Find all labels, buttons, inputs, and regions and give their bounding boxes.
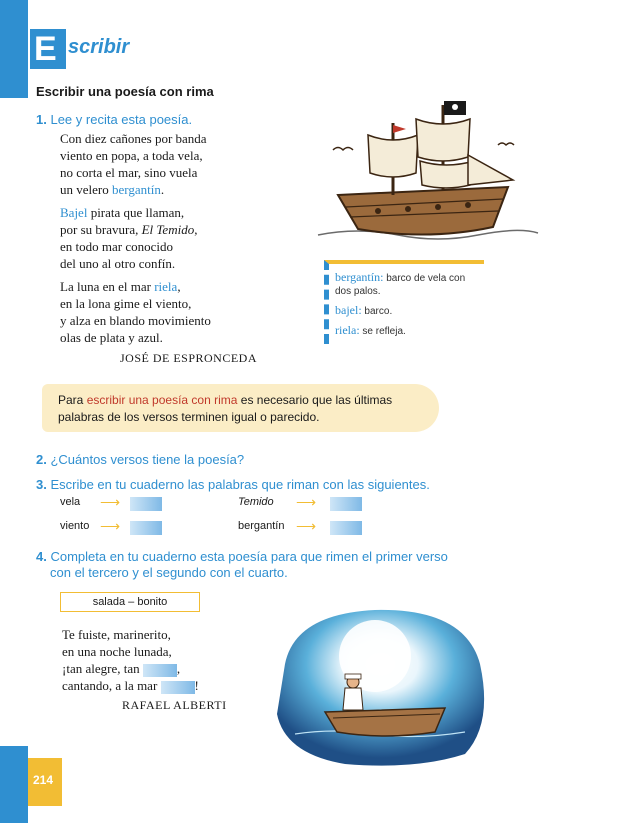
info-box — [42, 384, 439, 432]
poem-line — [60, 181, 300, 198]
question-4-text: con el tercero y el segundo con el cuarto. — [50, 565, 288, 580]
question-2-number: 2. — [36, 452, 47, 467]
glossary-item — [335, 304, 484, 318]
moon-boat-illustration — [265, 604, 495, 770]
glossary-definition: barco. — [361, 306, 393, 317]
header-title: scribir — [68, 36, 130, 58]
info-text: es necesario que las últimas palabras de los versos terminen igual o parecido. — [58, 393, 393, 424]
arrow-icon: ⟶ — [100, 494, 121, 510]
question-2 — [36, 452, 244, 468]
section-title: Escribir una poesía con rima — [36, 84, 214, 99]
question-3-text: Escribe en tu cuaderno las palabras que riman con las siguientes. — [50, 477, 430, 492]
poem-author: RAFAEL ALBERTI — [122, 698, 227, 712]
info-highlight: escribir una poesía con rima — [86, 393, 238, 407]
page-number: 214 — [33, 773, 54, 787]
poem-text: . — [160, 182, 165, 197]
poem-text: cantando, a la mar — [62, 678, 161, 693]
question-4-number: 4. — [36, 549, 47, 564]
pirate-ship-illustration — [298, 95, 550, 255]
arrow-icon: ⟶ — [100, 518, 121, 534]
poem-line: no corta el mar, sino vuela — [60, 165, 198, 180]
poem-text: , — [176, 661, 181, 676]
poem-line: en todo mar conocido — [60, 239, 173, 254]
answer-blank[interactable] — [161, 681, 195, 694]
question-1-text: Lee y recita esta poesía. — [50, 112, 193, 127]
arrow-icon: ⟶ — [296, 518, 317, 534]
word-bank-box: salada – bonito — [60, 592, 200, 612]
poem-line: Con diez cañones por banda — [60, 131, 207, 146]
side-strip-top — [0, 0, 28, 98]
info-text: Para — [58, 393, 87, 407]
poem-text: pirata que llaman, — [87, 205, 185, 220]
question-1-number: 1. — [36, 112, 47, 127]
answer-blank[interactable] — [130, 521, 162, 535]
answer-blank[interactable] — [330, 521, 362, 535]
highlighted-word: riela — [154, 279, 178, 294]
word-viento: viento — [60, 520, 90, 532]
question-2-text: ¿Cuántos versos tiene la poesía? — [50, 452, 245, 467]
glossary-term: bajel: — [335, 303, 362, 317]
poem-line: viento en popa, a toda vela, — [60, 148, 203, 163]
glossary-item — [335, 324, 484, 338]
arrow-icon: ⟶ — [296, 494, 317, 510]
question-4-line — [36, 549, 476, 565]
poem-text: un velero — [60, 182, 112, 197]
poem-line — [60, 221, 300, 238]
glossary-term: riela: — [335, 323, 360, 337]
highlighted-word: bergantín — [111, 182, 161, 197]
question-4 — [36, 549, 476, 581]
question-1 — [36, 112, 192, 128]
glossary-definition: barco de vela con dos palos. — [335, 273, 466, 297]
poem-line — [60, 278, 300, 295]
poem-line: olas de plata y azul. — [60, 330, 163, 345]
poem-text: por su bravura, — [60, 222, 142, 237]
glossary-term: bergantín: — [335, 270, 384, 284]
poem-line: en una noche lunada, — [62, 644, 172, 659]
poem-line: Te fuiste, marinerito, — [62, 627, 171, 642]
question-4-text: Completa en tu cuaderno esta poesía para que rimen el primer verso — [50, 549, 448, 564]
poem-text: ¡tan alegre, tan — [62, 661, 143, 676]
question-3 — [36, 477, 430, 493]
answer-blank[interactable] — [143, 664, 177, 677]
poem-text: , — [194, 222, 198, 237]
highlighted-word: Bajel — [60, 205, 88, 220]
word-vela: vela — [60, 496, 81, 508]
poem-line: y alza en blando movimiento — [60, 313, 211, 328]
answer-blank[interactable] — [330, 497, 362, 511]
question-3-number: 3. — [36, 477, 47, 492]
word-bergantin: bergantín — [238, 520, 285, 532]
glossary-item — [335, 271, 484, 298]
poem-line: del uno al otro confín. — [60, 256, 176, 271]
poem-text: La luna en el mar — [60, 279, 155, 294]
header-initial: E — [34, 30, 57, 68]
side-strip-bottom — [0, 746, 28, 823]
poem-author: JOSÉ DE ESPRONCEDA — [120, 351, 258, 365]
glossary-definition: se refleja. — [359, 326, 406, 337]
poem-line — [60, 204, 300, 221]
poem-text: , — [177, 279, 181, 294]
poem-text: ! — [194, 678, 199, 693]
glossary-box — [324, 260, 484, 344]
poem-emphasis: El Temido — [141, 222, 195, 237]
word-temido: Temido — [238, 496, 274, 508]
poem-espronceda — [60, 130, 300, 346]
poem-line: en la lona gime el viento, — [60, 296, 192, 311]
answer-blank[interactable] — [130, 497, 162, 511]
